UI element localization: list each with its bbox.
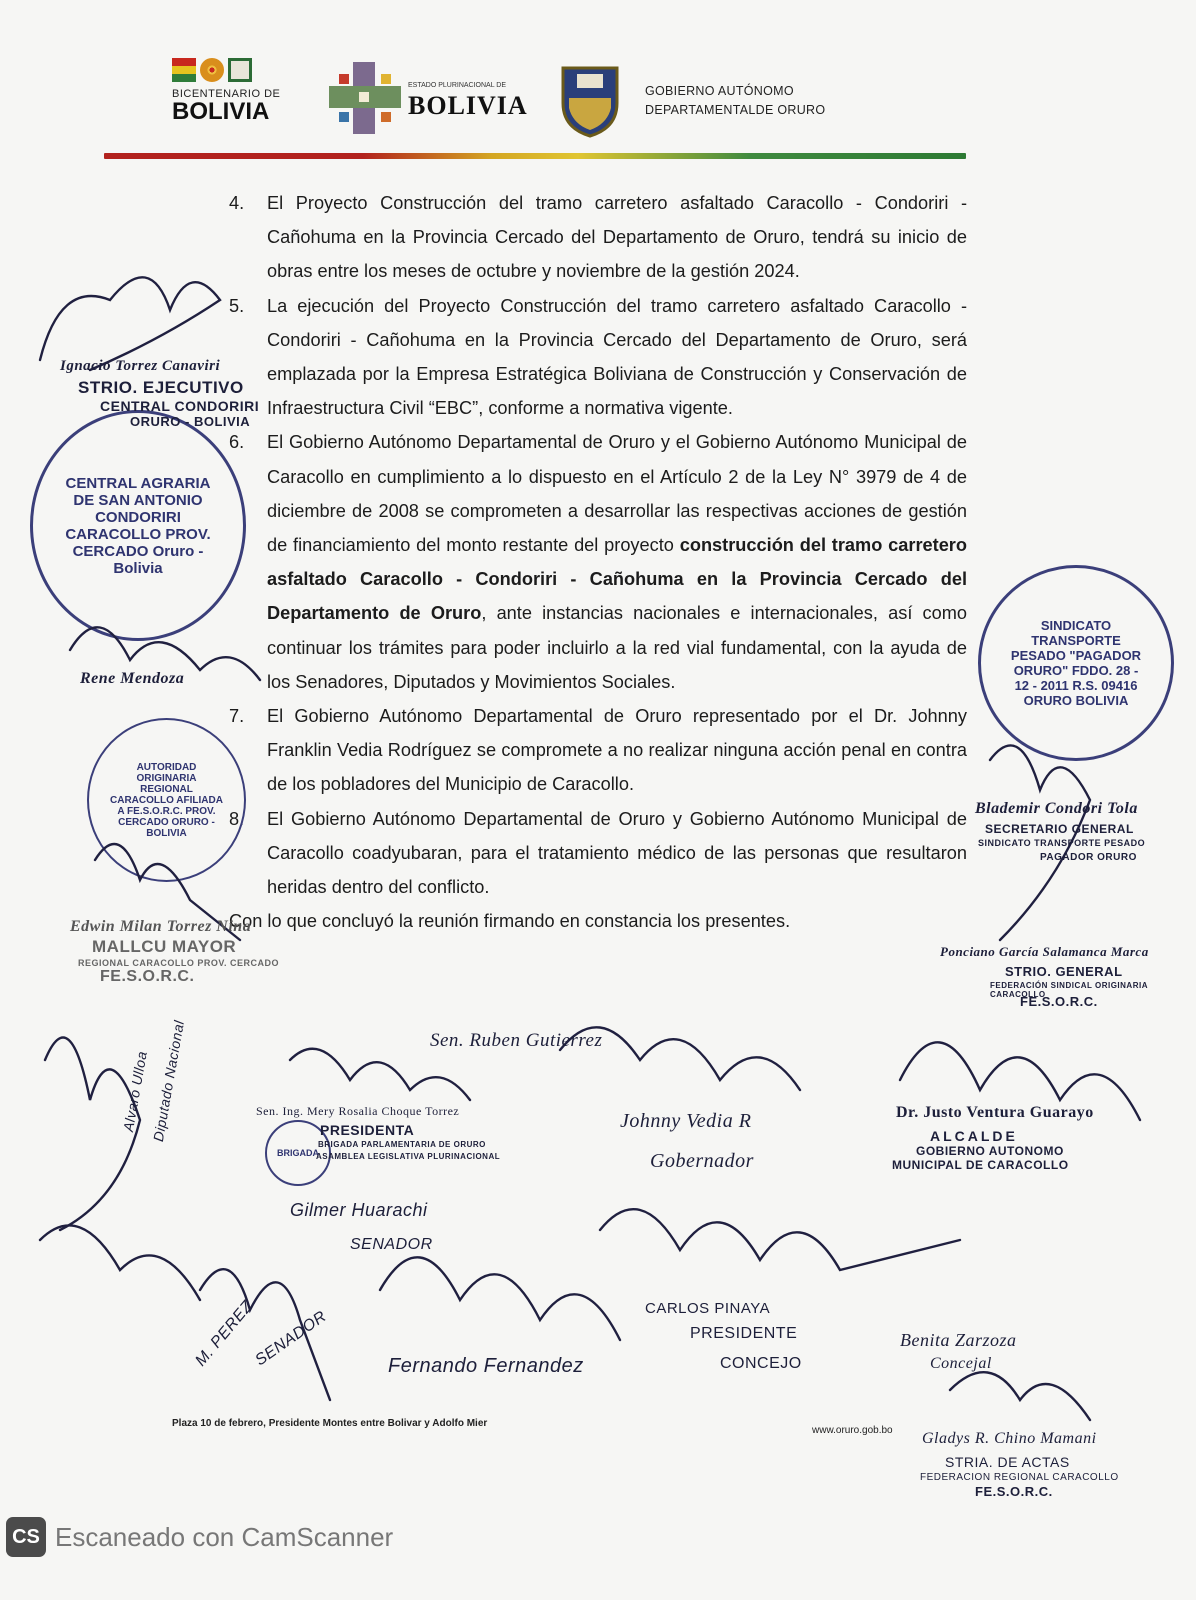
item-number: 8. [229, 808, 245, 829]
gilmer-signature: Gilmer Huarachi [290, 1200, 428, 1220]
camscanner-icon: CS [6, 1517, 46, 1557]
autoridad-originaria-stamp: AUTORIDAD ORIGINARIA REGIONAL CARACOLLO AFILIADA A FE.S.O.R.C. PROV. CERCADO ORURO - BOLIVIA [87, 718, 246, 882]
mallcu-sub: REGIONAL CARACOLLO PROV. CERCADO [78, 958, 280, 968]
bicentenario-small: BICENTENARIO DE [172, 88, 281, 100]
gobierno-line1: GOBIERNO AUTÓNOMO [645, 84, 794, 98]
alcalde-sub2: MUNICIPAL DE CARACOLLO [892, 1158, 1069, 1172]
gobierno-line2: DEPARTAMENTALDE ORURO [645, 103, 826, 117]
ruben-signature: Sen. Ruben Gutierrez [430, 1030, 603, 1051]
carlos-signature: CARLOS PINAYA [645, 1300, 771, 1317]
ponciano-role: STRIO. GENERAL [1005, 964, 1123, 979]
mperez-signature: M. PEREZ [192, 1297, 257, 1370]
ejecutivo-signature-name: Ignacio Torrez Canaviri [60, 358, 221, 374]
sindicato-transporte-stamp: SINDICATO TRANSPORTE PESADO "PAGADOR ORURO" FDDO. 28 - 12 - 2011 R.S. 09416 ORURO BOLIVIA [978, 565, 1174, 761]
ponciano-signature-name: Ponciano García Salamanca Marca [940, 944, 1149, 959]
ejecutivo-location: ORURO - BOLIVIA [130, 414, 251, 429]
footer-address: Plaza 10 de febrero, Presidente Montes entre Bolivar y Adolfo Mier [172, 1418, 488, 1429]
presidenta-sub1: BRIGADA PARLAMENTARIA DE ORURO [318, 1140, 486, 1149]
alcalde-name: Dr. Justo Ventura Guarayo [896, 1104, 1094, 1121]
alcalde-role: ALCALDE [930, 1128, 1018, 1144]
diputado-name: Alvaro Ulloa [120, 1049, 150, 1133]
item-number: 6. [229, 432, 245, 453]
alcalde-sub1: GOBIERNO AUTONOMO [916, 1144, 1064, 1158]
brigada-seal: BRIGADA [265, 1120, 331, 1186]
senador-2: SENADOR [252, 1307, 330, 1370]
estado-small: ESTADO PLURINACIONAL DE [408, 82, 507, 89]
mallcu-signature-name: Edwin Milan Torrez Nina [70, 918, 252, 935]
fernando-signature: Fernando Fernandez [388, 1355, 584, 1377]
senador-1: SENADOR [350, 1236, 433, 1253]
gladys-name: Gladys R. Chino Mamani [922, 1430, 1097, 1447]
left-mid-signature: Rene Mendoza [80, 670, 185, 687]
item-text-b: , ante instancias nacionales e internacionales, así como continuar los trámites para poder incluirlo a la red vial fundamental, con la ayuda de los Senadores, Diputados y Movimientos Sociales. [267, 603, 968, 692]
gladys-sub: FEDERACION REGIONAL CARACOLLO [920, 1472, 1119, 1483]
ejecutivo-org: CENTRAL CONDORIRI [100, 398, 260, 414]
ponciano-sub: FEDERACIÓN SINDICAL ORIGINARIA CARACOLLO [990, 981, 1148, 999]
blademir-sub: SINDICATO TRANSPORTE PESADO [978, 838, 1146, 848]
mallcu-org: FE.S.O.R.C. [100, 968, 195, 985]
bicentenario-big: BOLIVIA [172, 98, 270, 125]
mallcu-role: MALLCU MAYOR [92, 937, 237, 956]
blademir-role: SECRETARIO GENERAL [985, 822, 1134, 836]
ponciano-org: FE.S.O.R.C. [1020, 994, 1098, 1009]
item-text: El Gobierno Autónomo Departamental de Oruro representado por el Dr. Johnny Franklin Vedia Rodríguez se compromete a no realizar ninguna acción penal en contra de los pobladores del Municipio de Caracollo. [267, 706, 967, 795]
camscanner-text: Escaneado con CamScanner [55, 1522, 394, 1552]
blademir-org: PAGADOR ORURO [1040, 852, 1137, 863]
johnny-signature: Johnny Vedia R [620, 1110, 752, 1132]
item-text: El Proyecto Construcción del tramo carretero asfaltado Caracollo - Condoriri - Cañohuma en la Provincia Cercado del Departamento de Oruro, tendrá su inicio de obras entre los meses de octubre y noviembre de la gestión 2024. [267, 193, 967, 282]
presidenta-sub2: ASAMBLEA LEGISLATIVA PLURINACIONAL [316, 1152, 501, 1161]
item-text: El Gobierno Autónomo Departamental de Oruro y Gobierno Autónomo Municipal de Caracollo coadyubaran, para el tratamiento médico de las personas que resultaron heridas dentro del conflicto. [267, 808, 967, 898]
gladys-role: STRIA. DE ACTAS [945, 1454, 1070, 1470]
closing-text: Con lo que concluyó la reunión firmando en constancia los presentes. [229, 911, 791, 932]
presidenta-name: Sen. Ing. Mery Rosalia Choque Torrez [256, 1104, 460, 1118]
diputado-signature: Diputado Nacional [150, 1018, 188, 1143]
central-agraria-stamp: CENTRAL AGRARIA DE SAN ANTONIO CONDORIRI CARACOLLO PROV. CERCADO Oruro - Bolivia [30, 410, 246, 641]
item-text: La ejecución del Proyecto Construcción del tramo carretero asfaltado Caracollo - Condoriri - Cañohuma en la Provincia Cercado del Departamento de Oruro, será emplazada por la Empresa Estratégica Boliviana de Construcción y Conservación de Infraestructura Civil “EBC”, conforme a normativa vigente. [267, 295, 967, 419]
item-number: 4. [229, 193, 245, 213]
benita-role: Concejal [930, 1355, 992, 1372]
concejo-text: CONCEJO [720, 1355, 802, 1372]
blademir-signature-name: Blademir Condori Tola [975, 800, 1138, 817]
presidenta-role: PRESIDENTA [320, 1122, 415, 1138]
benita-signature: Benita Zarzoza [900, 1330, 1017, 1350]
gladys-org: FE.S.O.R.C. [975, 1484, 1053, 1499]
footer-website: www.oruro.gob.bo [812, 1425, 893, 1436]
item-text-bold: construcción del tramo carretero asfaltado Caracollo - Condoriri - Cañohuma en la Provincia Cercado del Departamento de Oruro [267, 535, 967, 624]
item-number: 5. [229, 295, 245, 316]
gobernador-signature: Gobernador [650, 1150, 754, 1172]
estado-big: BOLIVIA [408, 91, 528, 120]
ejecutivo-role: STRIO. EJECUTIVO [78, 378, 244, 397]
presidente-text: PRESIDENTE [690, 1325, 798, 1342]
item-text-a: El Gobierno Autónomo Departamental de Oruro y el Gobierno Autónomo Municipal de Caracollo en cumplimiento a lo dispuesto en el Artículo 2 de la Ley N° 3979 de 4 de diciembre de 2008 se comprometen a desarrollar las respectivas acciones de gestión de financiamiento del monto restante del proyecto [267, 432, 967, 556]
item-number: 7. [229, 706, 245, 727]
